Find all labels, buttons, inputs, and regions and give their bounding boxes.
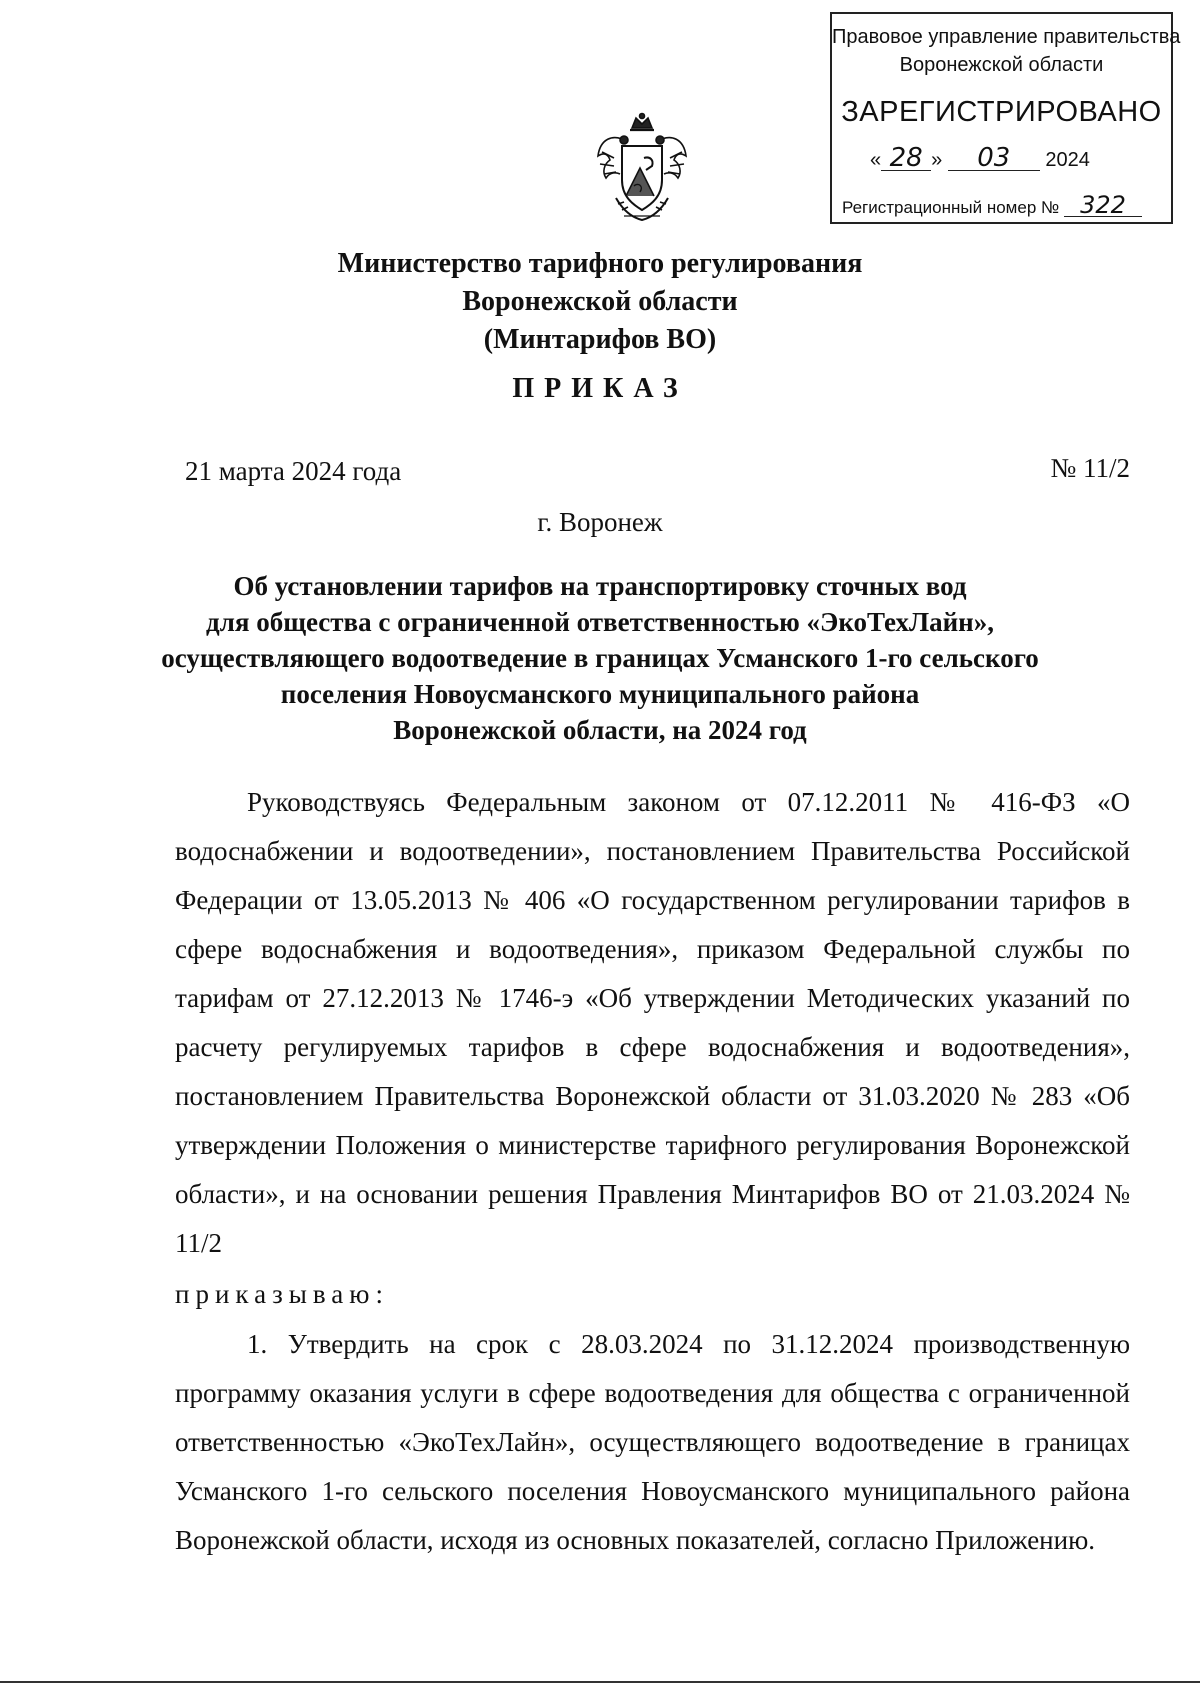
stamp-date-year: 2024	[1045, 149, 1090, 171]
document-subject	[0, 568, 1200, 748]
preamble-paragraph: Руководствуясь Федеральным законом от 07.12.2011 № 416-ФЗ «О водоснабжении и водоотведении», постановлением Правительства Российской Федерации от 13.05.2013 № 406 «О государственном регулировании тарифов в сфере водоснабжения и водоотведения», приказом Федеральной службы по тарифам от 27.12.2013 № 1746-э «Об утверждении Методических указаний по расчету регулируемых тарифов в сфере водоснабжения и водоотведения», постановлением Правительства Воронежской области от 31.03.2020 № 283 «Об утверждении Положения о министерстве тарифного регулирования Воронежской области», и на основании решения Правления Минтарифов ВО от 21.03.2024 № 11/2	[175, 787, 1130, 1258]
stamp-org-line2: Воронежской области	[899, 54, 1104, 76]
voronezh-coat-of-arms-icon	[594, 112, 690, 224]
orders-word: приказываю:	[175, 1279, 389, 1309]
stamp-regnum	[842, 191, 1181, 219]
document-type: ПРИКАЗ	[512, 373, 688, 404]
order-item-1: 1. Утвердить на срок с 28.03.2024 по 31.12.2024 производственную программу оказания услуги в сфере водоотведения для общества с ограниченной ответственностью «ЭкоТехЛайн», осуществляющего водоотведение в границах Усманского 1-го сельского поселения Новоусманского муниципального района Воронежской области, исходя из основных показателей, согласно Приложению.	[175, 1329, 1130, 1555]
page-bottom-rule	[0, 1681, 1200, 1683]
stamp-org-line1: Правовое управление правительства	[832, 26, 1181, 48]
ministry-line1: Министерство тарифного регулирования	[337, 248, 863, 279]
ministry-name	[0, 245, 1200, 359]
subject-line4: поселения Новоусманского муниципального района	[280, 679, 920, 709]
stamp-date-month: 03	[948, 146, 1040, 171]
stamp-regnum-value: 322	[1064, 194, 1142, 217]
stamp-status: ЗАРЕГИСТРИРОВАНО	[841, 96, 1162, 128]
document-date: 21 марта 2024 года	[185, 456, 402, 486]
stamp-date: « 28 » 03 2024	[870, 143, 1090, 173]
subject-line5: Воронежской области, на 2024 год	[393, 715, 807, 745]
ministry-line2: Воронежской области	[462, 286, 738, 317]
subject-line1: Об установлении тарифов на транспортировку сточных вод	[233, 571, 967, 601]
registration-stamp	[830, 12, 1181, 224]
document-city: г. Воронеж	[537, 507, 663, 537]
subject-line3: осуществляющего водоотведение в границах Усманского 1-го сельского	[161, 643, 1039, 673]
stamp-date-day: 28	[881, 146, 931, 171]
subject-line2: для общества с ограниченной ответственностью «ЭкоТехЛайн»,	[206, 607, 994, 637]
stamp-regnum-label: Регистрационный номер №	[842, 198, 1060, 217]
document-number: № 11/2	[1050, 453, 1130, 483]
ministry-line3: (Минтарифов ВО)	[483, 324, 717, 355]
